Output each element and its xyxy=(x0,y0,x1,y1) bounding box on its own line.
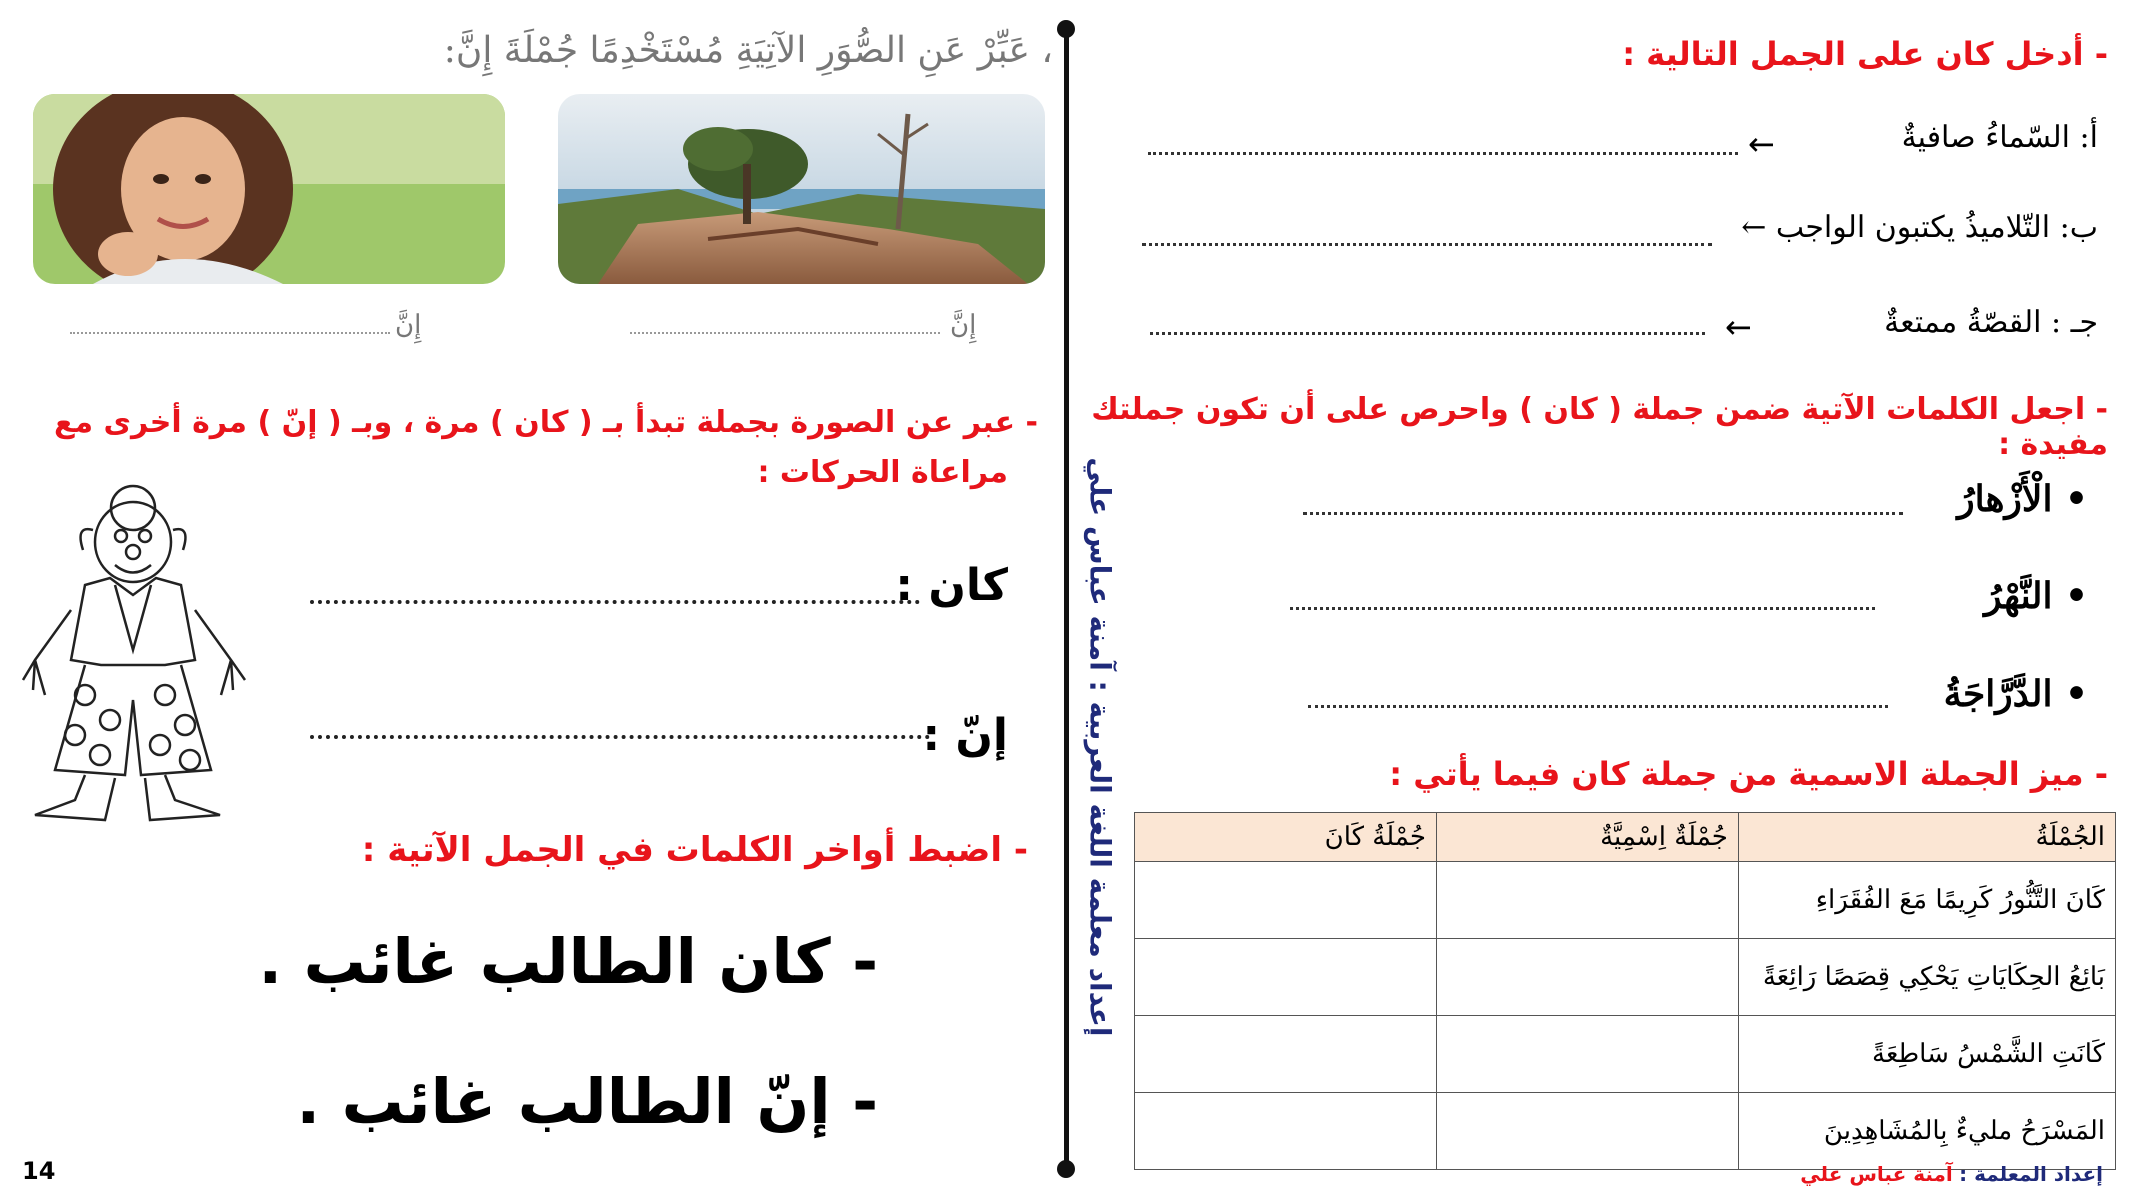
photo-line-left[interactable] xyxy=(70,332,390,334)
inna-answer-line[interactable] xyxy=(310,735,930,739)
nominal-cell[interactable] xyxy=(1436,939,1738,1016)
right-q2-title: - اجعل الكلمات الآتية ضمن جملة ( كان ) واحرص على أن تكون جملتك مفيدة : xyxy=(1091,392,2108,462)
kana-label: كان : xyxy=(895,560,1008,611)
photo-label-left: إِنَّ xyxy=(395,310,422,340)
row-sentence: كَانَتِ الشَّمْسُ سَاطِعَةً xyxy=(1738,1016,2115,1093)
nominal-cell[interactable] xyxy=(1436,1016,1738,1093)
footer-label: إعداد المعلمة : xyxy=(1959,1162,2103,1186)
vertical-credit: إعداد معلمة اللغة العربية : آمنة عباس علي xyxy=(1083,457,1117,1037)
divider-dot-bottom xyxy=(1057,1160,1075,1178)
q1-item-c: جـ : القصّةُ ممتعةٌ xyxy=(1884,305,2098,340)
header-nominal: جُمْلَةٌ اِسْمِيَّةٌ xyxy=(1436,813,1738,862)
arrow-c: ← xyxy=(1725,308,1752,346)
kana-cell[interactable] xyxy=(1135,862,1437,939)
table-row xyxy=(1135,939,2116,1016)
nominal-cell[interactable] xyxy=(1436,1093,1738,1170)
right-q1-title: - أدخل كان على الجمل التالية : xyxy=(1622,35,2108,73)
header-sentence: الجُمْلَةُ xyxy=(1738,813,2115,862)
left-q2-title2: مراعاة الحركات : xyxy=(757,455,1008,490)
row-sentence: المَسْرَحُ مليءٌ بِالمُشَاهِدِينَ xyxy=(1738,1093,2115,1170)
right-q3-title: - ميز الجملة الاسمية من جملة كان فيما يأتي : xyxy=(1389,755,2108,793)
left-q2-title: - عبر عن الصورة بجملة تبدأ بـ ( كان ) مرة ، وبـ ( إنّ ) مرة أخرى مع xyxy=(54,405,1038,440)
inna-label: إنّ : xyxy=(922,710,1008,761)
row-sentence: كَانَ التَّنُّورُ كَرِيمًا مَعَ الفُقَرَاءِ xyxy=(1738,862,2115,939)
kana-cell[interactable] xyxy=(1135,1093,1437,1170)
divider-dot-top xyxy=(1057,20,1075,38)
word-2-text: النَّهْرُ xyxy=(1984,575,2053,617)
nominal-cell[interactable] xyxy=(1436,862,1738,939)
classification-table xyxy=(1134,812,2116,1170)
kana-cell[interactable] xyxy=(1135,939,1437,1016)
table-header-row xyxy=(1135,813,2116,862)
q1-answer-a[interactable] xyxy=(1148,152,1738,155)
word-3-line[interactable] xyxy=(1308,705,1888,708)
page-number: 14 xyxy=(22,1157,56,1185)
footer-name: آمنة عباس علي xyxy=(1800,1162,1953,1186)
photo-label-right: إِنَّ xyxy=(950,310,977,340)
kana-answer-line[interactable] xyxy=(310,600,920,604)
table-row xyxy=(1135,1093,2116,1170)
left-q3-title: - اضبط أواخر الكلمات في الجمل الآتية : xyxy=(361,830,1028,870)
word-1-line[interactable] xyxy=(1303,512,1903,515)
word-2-line[interactable] xyxy=(1290,607,1875,610)
row-sentence: بَائِعُ الحِكَايَاتِ يَحْكِي قِصَصًا رَائِعَةً xyxy=(1738,939,2115,1016)
footer-credit xyxy=(1503,1162,2103,1186)
table-row xyxy=(1135,1016,2116,1093)
bullet-2: • xyxy=(2052,575,2088,617)
sentence-1: - كان الطالب غائب . xyxy=(258,925,878,998)
table-row xyxy=(1135,862,2116,939)
bullet-3: • xyxy=(2052,673,2088,715)
arrow-a: ← xyxy=(1748,125,1775,163)
sentence-2: - إنّ الطالب غائب . xyxy=(296,1065,878,1138)
divider-line xyxy=(1064,28,1069,1170)
word-2 xyxy=(1788,575,2088,617)
landscape-photo xyxy=(558,94,1045,284)
clown-illustration xyxy=(15,470,255,830)
girl-photo xyxy=(33,94,505,284)
q1-item-b: ب: التّلاميذُ يكتبون الواجب ← xyxy=(1741,210,2098,245)
bullet-1: • xyxy=(2052,478,2088,520)
word-3 xyxy=(1788,673,2088,715)
q1-answer-c[interactable] xyxy=(1150,332,1705,335)
kana-cell[interactable] xyxy=(1135,1016,1437,1093)
q1-answer-b[interactable] xyxy=(1142,243,1712,246)
header-kana: جُمْلَةُ كَانَ xyxy=(1135,813,1437,862)
left-heading: ، عَبِّرْ عَنِ الصُّوَرِ الآتِيَةِ مُسْتَخْدِمًا جُمْلَةَ إِنَّ: xyxy=(443,30,1053,71)
q1-item-a: أ: السّماءُ صافيةٌ xyxy=(1901,120,2098,155)
word-1-text: الْأَزْهارُ xyxy=(1957,478,2053,520)
word-3-text: الدَّرَّاجَةُ xyxy=(1943,673,2053,715)
photo-line-right[interactable] xyxy=(630,332,940,334)
